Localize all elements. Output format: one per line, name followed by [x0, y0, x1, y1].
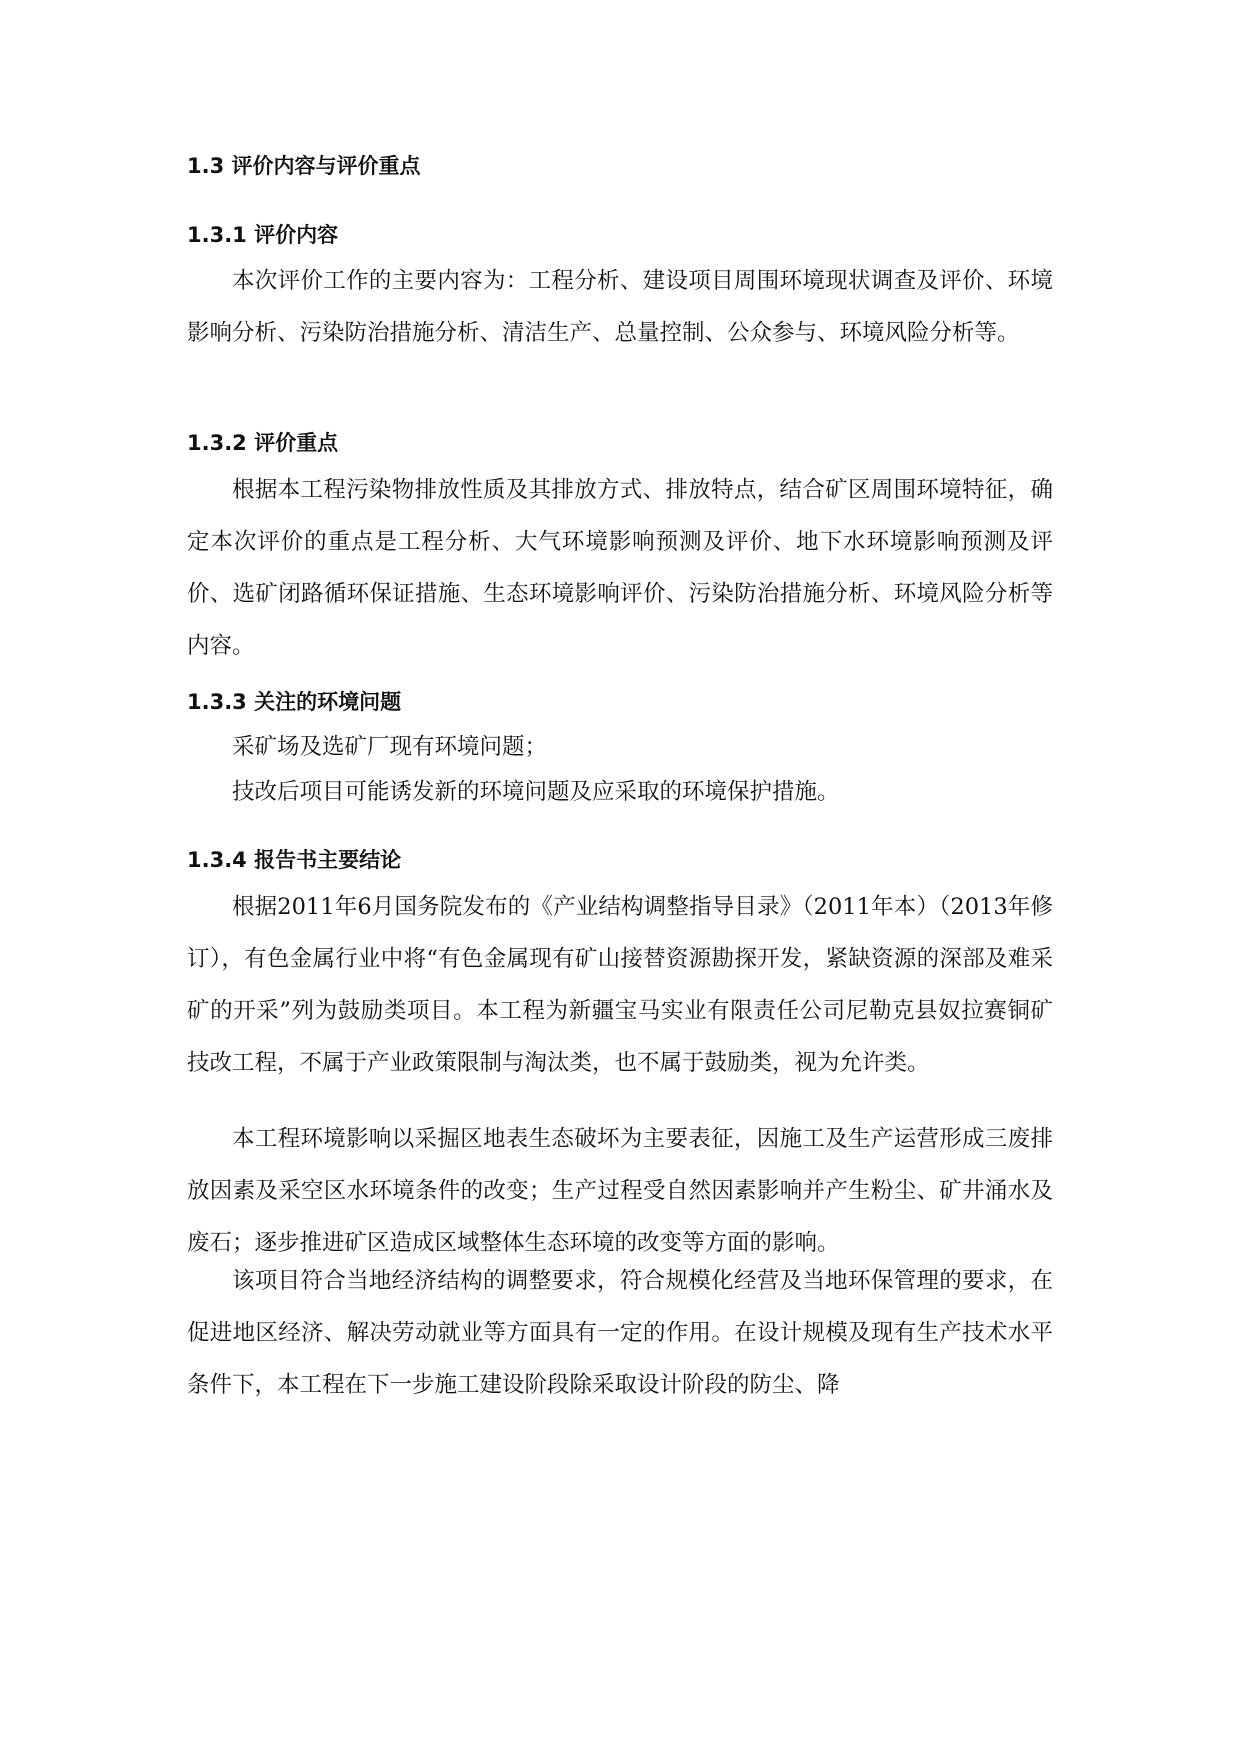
paragraph-concern-2: 技改后项目可能诱发新的环境问题及应采取的环境保护措施。 — [232, 779, 840, 805]
section-heading-1-3-2: 1.3.2 评价重点 — [187, 431, 339, 455]
paragraph-evaluation-content: 本次评价工作的主要内容为：工程分析、建设项目周围环境现状调查及评价、环境影响分析、污染防治措施分析、清洁生产、总量控制、公众参与、环境风险分析等。 — [187, 268, 1053, 346]
section-heading-1-3-1: 1.3.1 评价内容 — [187, 223, 339, 247]
paragraph-conclusion-policy: 根据2011年6月国务院发布的《产业结构调整指导目录》（2011年本）（2013年修订），有色金属行业中将“有色金属现有矿山接替资源勘探开发，紧缺资源的深部及难采矿的开采”列为鼓励类项目。本工程为新疆宝马实业有限责任公司尼勒克县奴拉赛铜矿技改工程，不属于产业政策限制与淘汰类，也不属于鼓励类，视为允许类。 — [187, 894, 1053, 1076]
section-heading-1-3: 1.3 评价内容与评价重点 — [187, 154, 421, 178]
section-heading-1-3-4: 1.3.4 报告书主要结论 — [187, 848, 402, 872]
section-heading-1-3-3: 1.3.3 关注的环境问题 — [187, 690, 402, 714]
paragraph-conclusion-compliance: 该项目符合当地经济结构的调整要求，符合规模化经营及当地环保管理的要求，在促进地区经济、解决劳动就业等方面具有一定的作用。在设计规模及现有生产技术水平条件下，本工程在下一步施工建设阶段除采取设计阶段的防尘、降 — [187, 1268, 1053, 1398]
paragraph-concern-1: 采矿场及选矿厂现有环境问题； — [232, 734, 548, 760]
paragraph-evaluation-focus: 根据本工程污染物排放性质及其排放方式、排放特点，结合矿区周围环境特征，确定本次评价的重点是工程分析、大气环境影响预测及评价、地下水环境影响预测及评价、选矿闭路循环保证措施、生态环境影响评价、污染防治措施分析、环境风险分析等内容。 — [187, 477, 1053, 659]
paragraph-conclusion-impact: 本工程环境影响以采掘区地表生态破坏为主要表征，因施工及生产运营形成三废排放因素及采空区水环境条件的改变；生产过程受自然因素影响并产生粉尘、矿井涌水及废石；逐步推进矿区造成区域整体生态环境的改变等方面的影响。 — [187, 1126, 1053, 1256]
